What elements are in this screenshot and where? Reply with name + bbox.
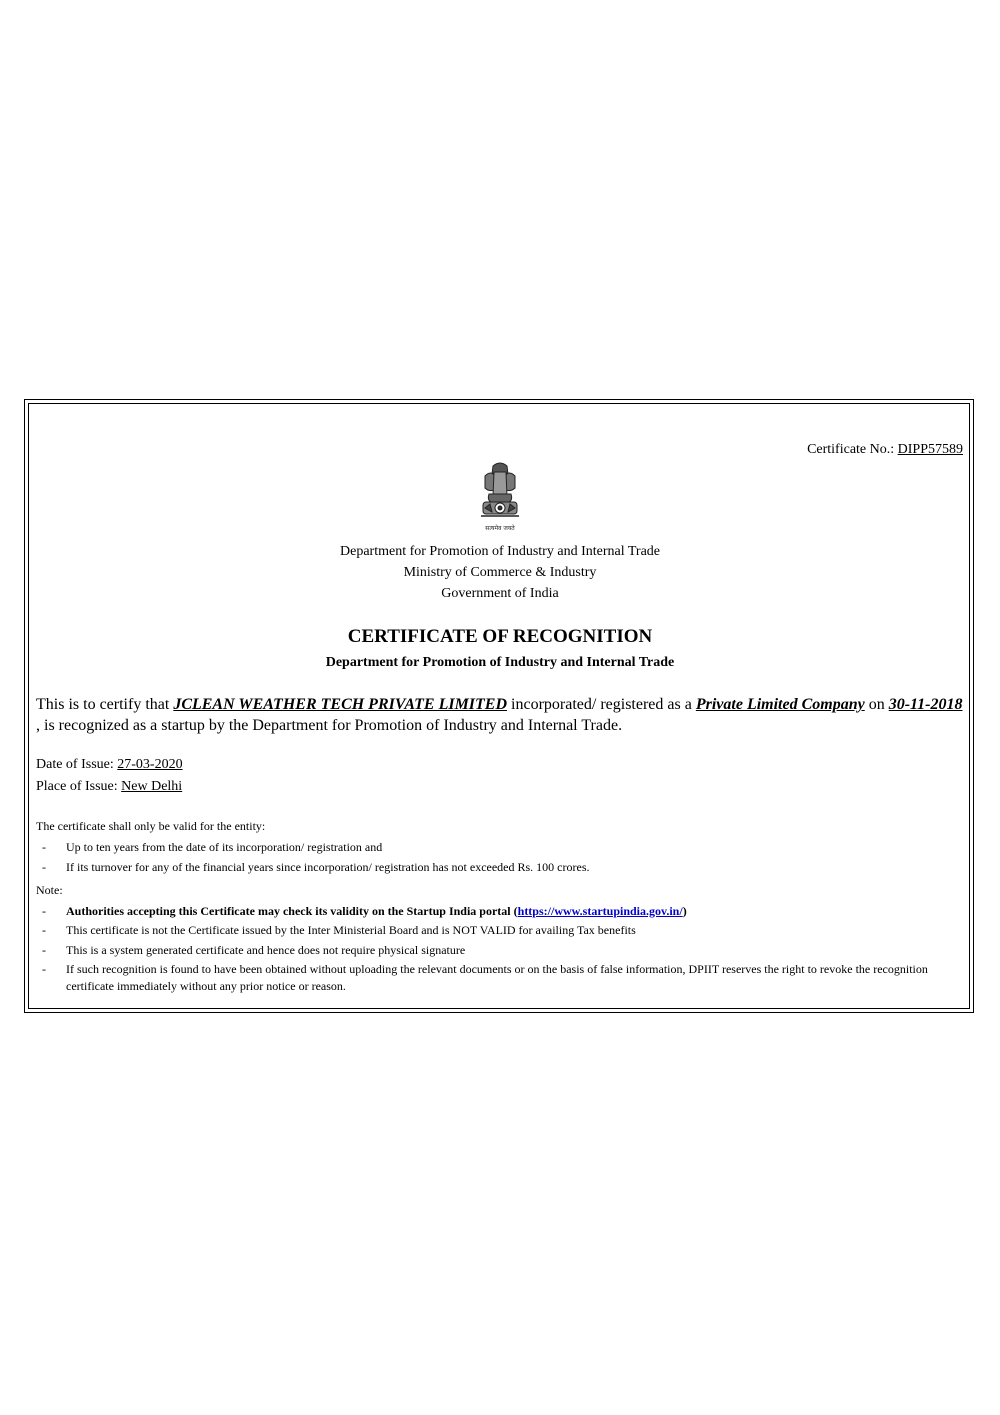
incorporation-date: 30-11-2018 bbox=[888, 696, 963, 713]
place-of-issue-value: New Delhi bbox=[121, 779, 183, 794]
certificate-frame bbox=[24, 399, 974, 1013]
certificate-number bbox=[807, 442, 963, 458]
note-item-text: This certificate is not the Certificate issued by the Inter Ministerial Board and is NOT VALID for availing Tax benefits bbox=[66, 923, 636, 937]
date-of-issue bbox=[36, 757, 183, 773]
validity-item-text: Up to ten years from the date of its incorporation/ registration and bbox=[66, 840, 383, 854]
certification-statement bbox=[36, 694, 966, 736]
certificate-title: CERTIFICATE OF RECOGNITION bbox=[347, 626, 653, 647]
certificate-number-value: DIPP57589 bbox=[897, 442, 963, 457]
bullet-dash: - bbox=[42, 840, 46, 854]
certificate-inner-border bbox=[28, 403, 970, 1009]
emblem-caption: सत्यमेव जयते bbox=[485, 525, 515, 532]
statement-mid1: incorporated/ registered as a bbox=[507, 696, 696, 713]
validity-heading: The certificate shall only be valid for the entity: bbox=[36, 819, 266, 833]
statement-suffix: , is recognized as a startup by the Department for Promotion of Industry and Internal Trade. bbox=[36, 717, 623, 734]
department-name: Department for Promotion of Industry and Internal Trade bbox=[340, 544, 660, 559]
bullet-dash: - bbox=[42, 943, 46, 957]
company-name: JCLEAN WEATHER TECH PRIVATE LIMITED bbox=[173, 696, 508, 713]
note-item-text: This is a system generated certificate and hence does not require physical signature bbox=[66, 943, 466, 957]
bullet-dash: - bbox=[42, 923, 46, 937]
note-heading: Note: bbox=[36, 883, 63, 897]
place-of-issue bbox=[36, 779, 182, 795]
bullet-dash: - bbox=[42, 904, 46, 918]
ministry-name: Ministry of Commerce & Industry bbox=[403, 565, 597, 580]
certificate-number-label: Certificate No.: bbox=[807, 442, 895, 457]
validity-item-text: If its turnover for any of the financial years since incorporation/ registration has not exceeded Rs. 100 crores. bbox=[66, 860, 590, 874]
place-of-issue-label: Place of Issue: bbox=[36, 779, 118, 794]
note-item1-text: Authorities accepting this Certificate may check its validity on the Startup India portal ( bbox=[66, 904, 518, 918]
statement-prefix: This is to certify that bbox=[36, 696, 174, 713]
government-name: Government of India bbox=[441, 586, 559, 601]
certificate-subtitle: Department for Promotion of Industry and Internal Trade bbox=[325, 655, 675, 670]
ashoka-lion-capital-emblem-icon bbox=[477, 460, 523, 536]
bullet-dash: - bbox=[42, 860, 46, 874]
note-item-text: If such recognition is found to have been obtained without uploading the relevant documents or on the basis of false information, DPIIT reserves the right to revoke the recognition certificate immediately without any prior notice or reason. bbox=[66, 962, 928, 993]
date-of-issue-value: 27-03-2020 bbox=[117, 757, 183, 772]
note-item1-close: ) bbox=[682, 904, 687, 918]
company-type: Private Limited Company bbox=[695, 696, 865, 713]
date-of-issue-label: Date of Issue: bbox=[36, 757, 114, 772]
note-item-text bbox=[66, 903, 961, 920]
bullet-dash: - bbox=[42, 962, 46, 976]
statement-mid2: on bbox=[864, 696, 889, 713]
startup-india-portal-link[interactable]: https://www.startupindia.gov.in/ bbox=[517, 904, 683, 918]
